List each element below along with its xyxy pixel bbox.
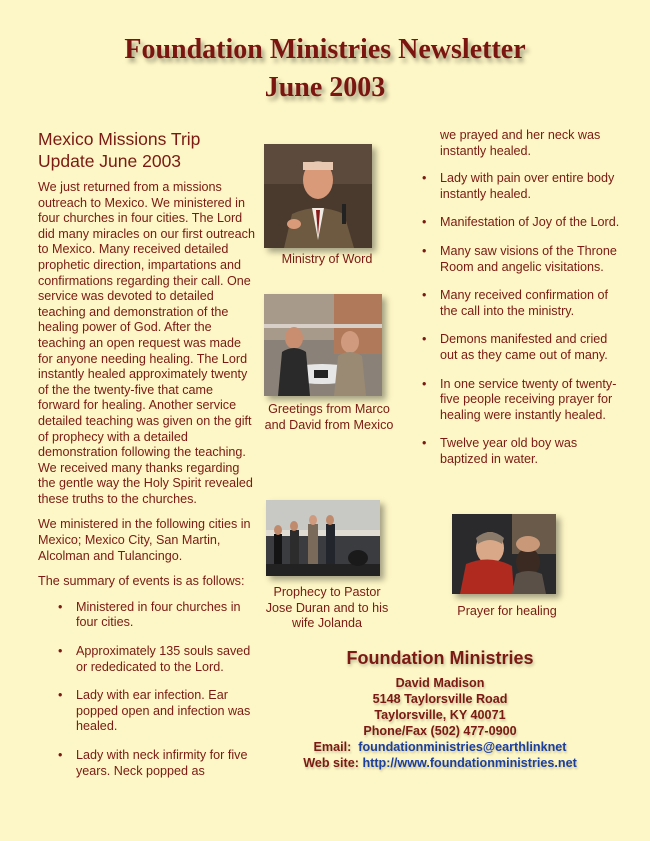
list-item: • Lady with ear infection. Ear popped open and infection was healed. [38, 688, 256, 735]
list-item-continuation: we prayed and her neck was instantly healed. [440, 128, 601, 158]
list-item: • Lady with neck infirmity for five years. Neck popped as [38, 748, 256, 779]
ministry-of-word-photo [264, 144, 372, 248]
contact-web-row [290, 755, 590, 771]
article-paragraph-3: The summary of events is as follows: [38, 574, 245, 589]
email-label: Email: [313, 740, 352, 754]
contact-name: David Madison [395, 676, 485, 690]
events-list-right [402, 171, 622, 467]
article-paragraph-2: We ministered in the following cities in Mexico; Mexico City, San Martin, Alcolman and Tulancingo. [38, 517, 251, 563]
list-item: • Ministered in four churches in four cities. [38, 600, 256, 631]
left-column [38, 128, 256, 792]
greetings-photo [264, 294, 382, 396]
list-item: • Many received confirmation of the call into the ministry. [402, 288, 622, 319]
prophecy-caption: Prophecy to Pastor Jose Duran and to his wife Jolanda [265, 585, 389, 631]
contact-phone: Phone/Fax (502) 477-0900 [363, 724, 517, 738]
contact-city: Taylorsville, KY 40071 [374, 708, 506, 722]
events-list-left [38, 600, 256, 779]
list-item: • Demons manifested and cried out as they came out of many. [402, 332, 622, 363]
list-item: • Manifestation of Joy of the Lord. [402, 215, 622, 231]
greetings-caption: Greetings from Marco and David from Mexico [264, 402, 394, 432]
right-column [402, 128, 622, 481]
contact-street: 5148 Taylorsville Road [372, 692, 508, 706]
prophecy-photo [266, 500, 380, 576]
prayer-photo [452, 514, 556, 594]
ministry-of-word-caption: Ministry of Word [281, 252, 373, 266]
list-item: • Lady with pain over entire body instantly healed. [402, 171, 622, 202]
article-heading-line1: Mexico Missions Trip [38, 129, 201, 149]
web-label: Web site: [303, 756, 359, 770]
article-paragraph-1: We just returned from a missions outreach to Mexico. We ministered in four churches in four cities. The Lord did many miracles on our first outreach to Mexico. Many received detailed prophetic direction, impartations and confirmations regarding their call. One service was devoted to detailed teaching and demonstration of the healing power of God. After the teaching an open request was made for anyone needing healing. The Lord instantly healed approximately twenty of the the twenty-five that came forward for healing. Another service detailed teaching was given on the gift of prophecy with a detailed demonstration following the teaching. We received many thanks regarding the gentle way the Holy Spirit revealed these truths to the churches. [38, 180, 255, 506]
article-heading [38, 128, 256, 172]
prayer-caption: Prayer for healing [457, 604, 557, 618]
list-item: • In one service twenty of twenty-five people receiving prayer for healing were instantly healed. [402, 377, 622, 424]
newsletter-title: Foundation Ministries Newsletter [124, 34, 526, 65]
contact-email-row [290, 739, 590, 755]
list-item: • Approximately 135 souls saved or rededicated to the Lord. [38, 644, 256, 675]
newsletter-date: June 2003 [264, 72, 386, 103]
contact-block [290, 648, 590, 771]
website-link[interactable]: http://www.foundationministries.net [362, 756, 577, 770]
article-heading-line2: Update June 2003 [38, 151, 182, 171]
list-item: • Twelve year old boy was baptized in water. [402, 436, 622, 467]
email-link[interactable]: foundationministries@earthlinknet [358, 740, 567, 754]
organization-name: Foundation Ministries [346, 648, 534, 668]
list-item: • Many saw visions of the Throne Room and angelic visitations. [402, 244, 622, 275]
